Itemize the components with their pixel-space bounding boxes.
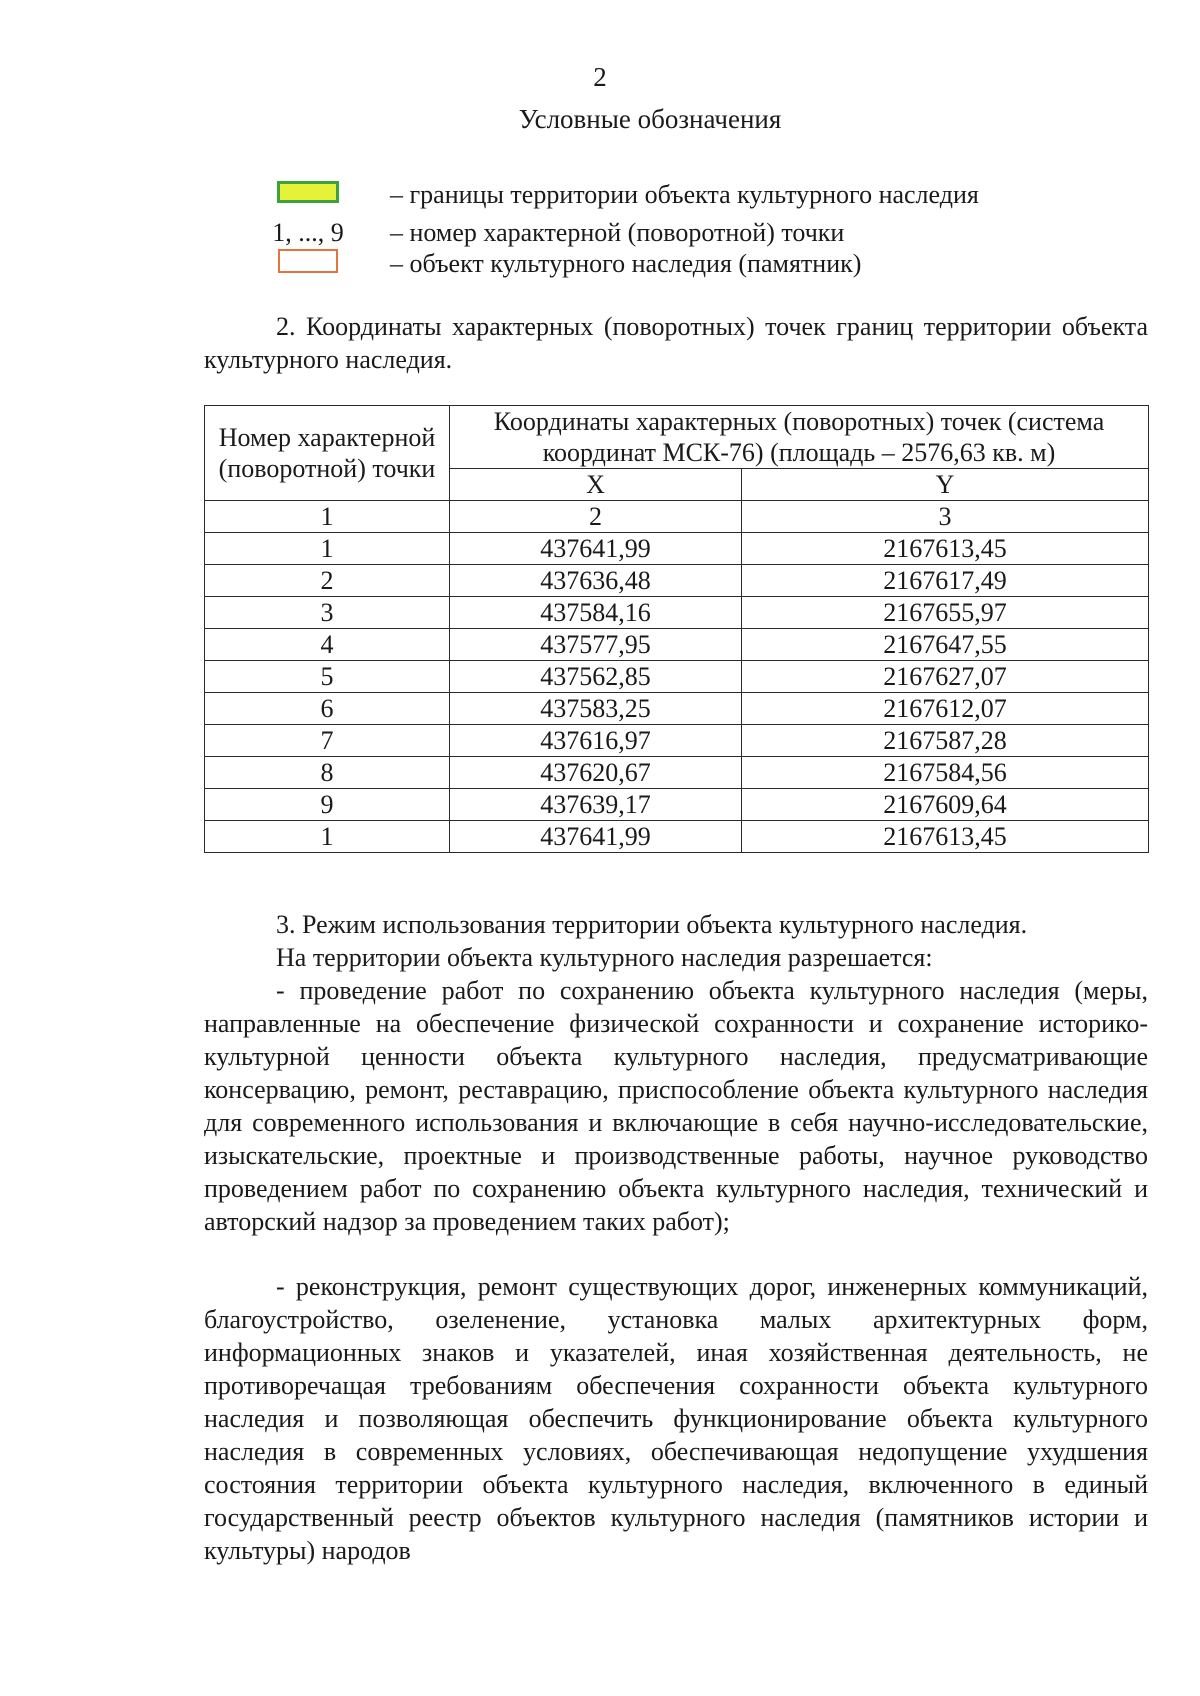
y-value: 2167613,45 [742, 821, 1149, 853]
x-value: 437641,99 [450, 821, 742, 853]
header-coordinates: Координаты характерных (поворотных) точек (система координат МСК-76) (площадь – 2576,63 кв. м) [450, 406, 1149, 469]
legend-title: Условные обозначения [518, 104, 782, 134]
header-point-number: Номер характерной (поворотной) точки [205, 406, 450, 501]
x-value: 437583,25 [450, 693, 742, 725]
y-value: 2167617,49 [742, 565, 1149, 597]
point-number: 4 [205, 629, 450, 661]
point-number: 1 [205, 821, 450, 853]
index-cell: 1 [205, 501, 450, 533]
point-number: 2 [205, 565, 450, 597]
table-row [205, 629, 1149, 661]
section-3-item-2: - реконструкция, ремонт существующих дорог, инженерных коммуникаций, благоустройство, озеленение, установка малых архитектурных форм, информационных знаков и указателей, иная хозяйственная деятельность, не противоречащая требованиям обеспечения сохранности объекта культурного наследия и позволяющая обеспечить функционирование объекта культурного наследия в современных условиях, обеспечивающая недопущение ухудшения состояния территории объекта культурного наследия, включенного в единый государственный реестр объектов культурного наследия (памятников истории и культуры) народов [204, 1272, 1148, 1565]
y-value: 2167647,55 [742, 629, 1149, 661]
table-row [205, 725, 1149, 757]
point-number: 5 [205, 661, 450, 693]
green-boundary-swatch-icon [277, 181, 339, 203]
x-value: 437639,17 [450, 789, 742, 821]
point-number: 9 [205, 789, 450, 821]
orange-monument-swatch-icon [278, 249, 338, 273]
y-value: 2167655,97 [742, 597, 1149, 629]
x-value: 437584,16 [450, 597, 742, 629]
x-value: 437641,99 [450, 533, 742, 565]
page-number: 2 [593, 62, 607, 92]
point-number: 3 [205, 597, 450, 629]
legend-text: – объект культурного наследия (памятник) [390, 249, 862, 279]
table-row [205, 565, 1149, 597]
section-3-intro: На территории объекта культурного наследия разрешается: [276, 943, 933, 972]
legend-text: – границы территории объекта культурного наследия [390, 180, 979, 210]
x-value: 437562,85 [450, 661, 742, 693]
y-value: 2167587,28 [742, 725, 1149, 757]
table-row [205, 757, 1149, 789]
header-x: X [450, 469, 742, 501]
y-value: 2167613,45 [742, 533, 1149, 565]
y-value: 2167609,64 [742, 789, 1149, 821]
table-row [205, 821, 1149, 853]
section-2-text: 2. Координаты характерных (поворотных) точек границ территории объекта культурного наследия. [204, 312, 1148, 374]
index-cell: 2 [450, 501, 742, 533]
point-number: 8 [205, 757, 450, 789]
point-number: 1 [205, 533, 450, 565]
legend-item-boundary [258, 178, 979, 210]
section-3-heading: 3. Режим использования территории объекта культурного наследия. [276, 910, 1028, 939]
x-value: 437620,67 [450, 757, 742, 789]
y-value: 2167584,56 [742, 757, 1149, 789]
x-value: 437636,48 [450, 565, 742, 597]
legend-symbol [258, 249, 358, 280]
table-row [205, 693, 1149, 725]
x-value: 437577,95 [450, 629, 742, 661]
index-row [205, 501, 1149, 533]
table-row [205, 789, 1149, 821]
legend-symbol: 1, ..., 9 [272, 218, 344, 248]
table-row [205, 597, 1149, 629]
table-row [205, 533, 1149, 565]
section-3-item-1: - проведение работ по сохранению объекта культурного наследия (меры, направленные на обеспечение физической сохранности и сохранение историко-культурной ценности объекта культурного наследия, предусматривающие консервацию, ремонт, реставрацию, приспособление объекта культурного наследия для современного использования и включающие в себя научно-исследовательские, изыскательские, проектные и производственные работы, научное руководство проведением работ по сохранению объекта культурного наследия, технический и авторский надзор за проведением таких работ); [204, 976, 1148, 1236]
y-value: 2167612,07 [742, 693, 1149, 725]
point-number: 7 [205, 725, 450, 757]
x-value: 437616,97 [450, 725, 742, 757]
legend-item-monument [258, 247, 861, 280]
point-number: 6 [205, 693, 450, 725]
header-y: Y [742, 469, 1149, 501]
index-cell: 3 [742, 501, 1149, 533]
table-row [205, 661, 1149, 693]
y-value: 2167627,07 [742, 661, 1149, 693]
legend-symbol [258, 180, 358, 210]
coordinates-table [204, 405, 1149, 853]
legend-item-point-number [258, 216, 844, 248]
legend-text: – номер характерной (поворотной) точки [390, 218, 845, 248]
